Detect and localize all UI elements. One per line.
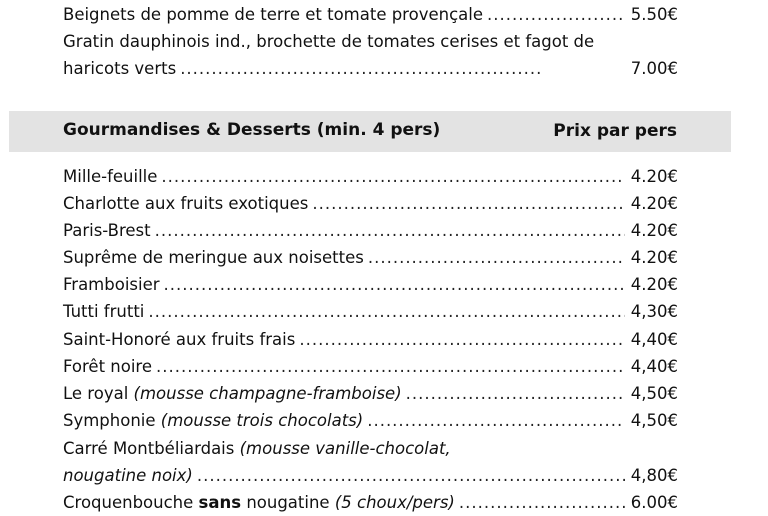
item-name: Suprême de meringue aux noisettes — [63, 248, 364, 267]
dot-leader — [180, 55, 541, 82]
item-name — [63, 462, 193, 489]
item-name-line — [63, 435, 678, 462]
item-description: (mousse champagne-framboise) — [133, 384, 402, 403]
item-name — [63, 407, 363, 434]
item-title: Carré Montbéliardais — [63, 439, 235, 458]
dot-leader — [406, 380, 625, 407]
item-name-line: Gratin dauphinois ind., brochette de tomates cerises et fagot de — [63, 32, 595, 51]
menu-item — [63, 380, 678, 407]
item-price: 4.20€ — [630, 221, 678, 240]
item-price: 4.20€ — [630, 194, 678, 213]
item-name — [63, 380, 402, 407]
dot-leader — [197, 462, 625, 489]
item-name: Charlotte aux fruits exotiques — [63, 194, 309, 213]
item-price: 4,30€ — [630, 302, 678, 321]
dot-leader — [299, 326, 624, 353]
item-price: 4.20€ — [630, 248, 678, 267]
menu-item — [63, 271, 678, 298]
item-name: Framboisier — [63, 275, 160, 294]
section-header — [9, 111, 731, 152]
item-description: (mousse trois chocolats) — [160, 411, 364, 430]
menu-item — [63, 244, 678, 271]
item-title: Symphonie — [63, 411, 156, 430]
menu-item — [63, 407, 678, 434]
menu-item — [63, 163, 678, 190]
dot-leader — [312, 190, 624, 217]
dot-leader — [155, 217, 625, 244]
dot-leader — [148, 298, 624, 325]
item-name: haricots verts — [63, 59, 177, 78]
item-price: 7.00€ — [630, 59, 678, 78]
item-price: 4,80€ — [630, 466, 678, 485]
item-title: Croquenbouche — [63, 493, 194, 512]
item-price: 5.50€ — [630, 5, 678, 24]
item-price: 4,50€ — [630, 384, 678, 403]
item-name: Paris-Brest — [63, 221, 151, 240]
menu-item — [63, 55, 678, 82]
item-price: 4,40€ — [630, 330, 678, 349]
item-price: 4,40€ — [630, 357, 678, 376]
dot-leader — [368, 244, 625, 271]
dot-leader — [156, 353, 625, 380]
dot-leader — [487, 1, 625, 28]
item-description: nougatine noix) — [63, 466, 193, 485]
dot-leader — [164, 271, 625, 298]
item-price: 6.00€ — [630, 493, 678, 512]
item-price: 4.20€ — [630, 167, 678, 186]
item-title: Le royal — [63, 384, 129, 403]
menu-item — [63, 326, 678, 353]
menu-item — [63, 353, 678, 380]
menu-item — [63, 1, 678, 28]
item-name: Forêt noire — [63, 357, 152, 376]
dot-leader — [367, 407, 625, 434]
item-name: Tutti frutti — [63, 302, 145, 321]
menu-item — [63, 462, 678, 489]
section-title: Gourmandises & Desserts (min. 4 pers) — [63, 120, 441, 140]
item-emphasis: sans — [198, 493, 242, 512]
dot-leader — [161, 163, 624, 190]
item-price: 4.20€ — [630, 275, 678, 294]
item-description: (mousse vanille-chocolat, — [239, 439, 451, 458]
item-name: Saint-Honoré aux fruits frais — [63, 330, 296, 349]
menu-item — [63, 217, 678, 244]
menu-item — [63, 190, 678, 217]
item-name: Beignets de pomme de terre et tomate provençale — [63, 5, 483, 24]
price-column-header: Prix par pers — [553, 121, 677, 141]
item-description: (5 choux/pers) — [334, 493, 455, 512]
item-name: Mille-feuille — [63, 167, 158, 186]
item-title-rest: nougatine — [246, 493, 330, 512]
item-price: 4,50€ — [630, 411, 678, 430]
menu-item — [63, 298, 678, 325]
